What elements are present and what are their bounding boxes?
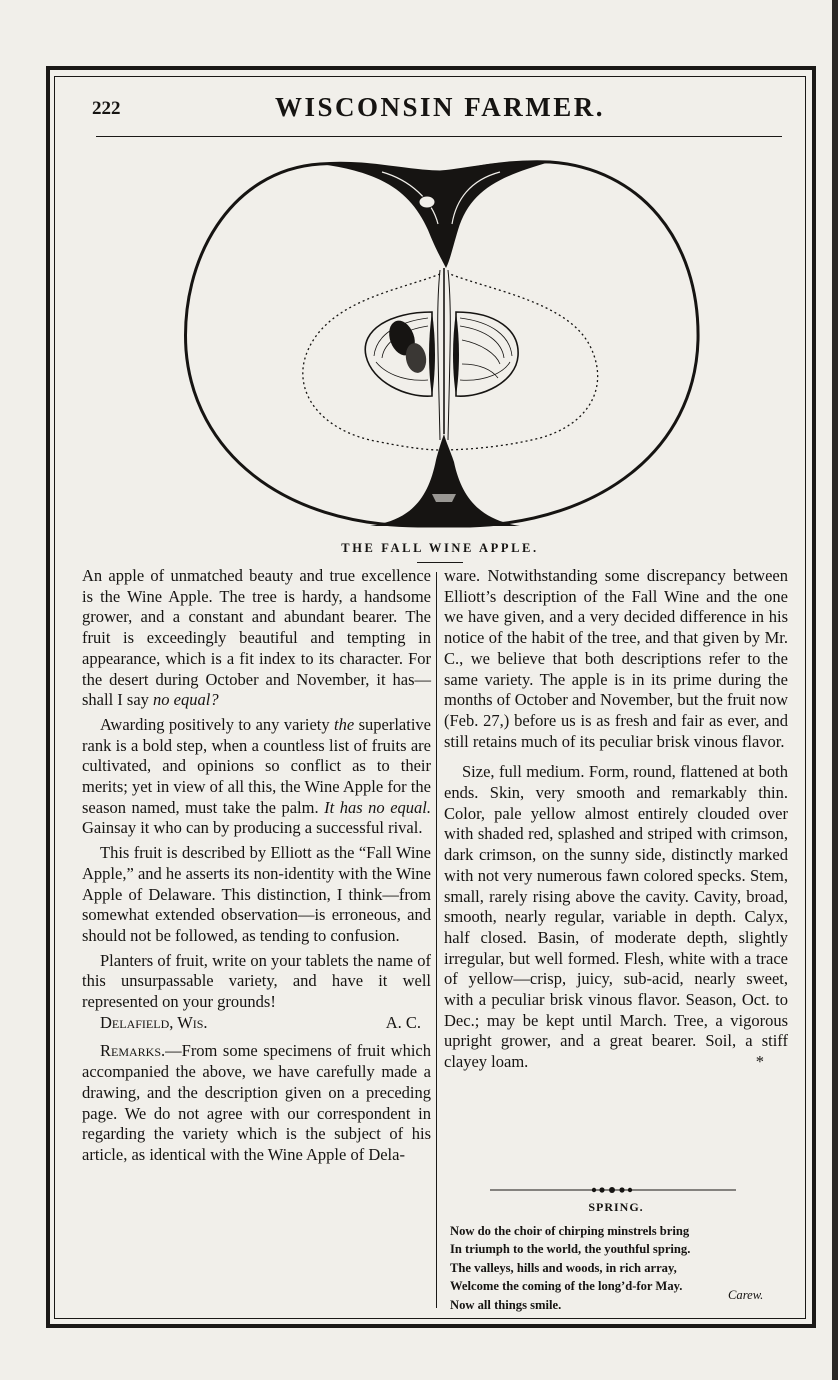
- column-divider: [436, 572, 437, 1308]
- page-number: 222: [92, 98, 121, 119]
- article-right-column: [444, 566, 788, 1073]
- continuation-paragraph: ware. Notwithstanding some discrepancy between Elliott’s description of the Fall Wine and the one we have given, and a very decided difference in his notice of the habit of the tree, and that given by Mr. C., we believe that both descriptions refer to the same variety. The apple is in its prime during the months of October and November, but the fruit now (Feb. 27,) before us is as fresh and fair as ever, and still retains much of its peculiar brisk vinous flavor.: [444, 566, 788, 751]
- poem-title: SPRING.: [588, 1200, 644, 1214]
- article-paragraph-3: This fruit is described by Elliott as the “Fall Wine Apple,” and he asserts its non-identity with the Wine Apple of Delaware. This distinction, I think—from somewhat extended observation—is erroneous, and should not be followed, as tending to confusion.: [82, 843, 431, 945]
- header-rule: [96, 136, 782, 137]
- poem-line: The valleys, hills and woods, in rich array,: [450, 1260, 677, 1275]
- illustration-caption: THE FALL WINE APPLE.: [341, 541, 539, 555]
- end-mark: *: [755, 1052, 764, 1072]
- poem-ornament: [490, 1184, 736, 1196]
- remarks-paragraph: Remarks.—From some specimens of fruit which accompanied the above, we have carefully made a drawing, and the description given on a preceding page. We do not agree with our correspondent in regarding the variety which is the subject of his article, as identical with the Wine Apple of Dela-: [82, 1041, 431, 1164]
- signature-initials: A. C.: [385, 1012, 421, 1032]
- article-left-column: [82, 566, 431, 1166]
- calyx-basin: [370, 434, 520, 526]
- caption-rule: [417, 562, 463, 563]
- poem-author: Carew.: [728, 1288, 764, 1302]
- description-paragraph: Size, full medium. Form, round, flattened at both ends. Skin, very smooth and remarkably thin. Color, pale yellow almost entirely clouded over with shaded red, splashed and striped with crimson, dark crimson, on the sunny side, distinctly marked with not very numerous fawn colored specks. Stem, small, rarely rising above the cavity. Cavity, broad, smooth, nearly regular, variable in depth. Calyx, half closed. Basin, of moderate depth, slightly irregular, but well formed. Flesh, white with a trace of yellow—crisp, juicy, sub-acid, nearly sweet, with a peculiar brisk vinous flavor. Season, Oct. to Dec.; may be kept until March. Tree, a vigorous upright grower, and a great bearer. Soil, a stiff clayey loam. *: [444, 762, 788, 1072]
- article-paragraph-2: Awarding positively to any variety the superlative rank is a bold step, when a countless list of fruits are cultivated, and opinions so conflict as to their merits; yet in view of all this, the Wine Apple for the season named, must take the palm. It has no equal. Gainsay it who can by producing a successful rival.: [82, 714, 431, 838]
- masthead-title: WISCONSIN FARMER.: [274, 92, 606, 122]
- apple-illustration: [170, 150, 710, 540]
- seed-chamber-right: [456, 312, 518, 396]
- article-paragraph-1: An apple of unmatched beauty and true excellence is the Wine Apple. The tree is hardy, a handsome grower, and a constant and abundant bearer. The fruit is exceedingly beautiful and tempting in appearance, which is a fit index to its character. For the desert during October and November, it has—shall I say no equal?: [82, 566, 431, 710]
- poem-line: In triumph to the world, the youthful spring.: [450, 1242, 691, 1257]
- signature-place: Delafield, Wis.: [100, 1012, 208, 1032]
- poem-line: Now all things smile.: [450, 1297, 562, 1312]
- article-paragraph-4: Planters of fruit, write on your tablets the name of this unsurpassable variety, and have it well represented on your grounds!: [82, 950, 431, 1012]
- correspondent-signature: [82, 1013, 431, 1034]
- poem-body: [450, 1222, 770, 1314]
- page-edge: [832, 0, 838, 1380]
- poem-line: Now do the choir of chirping minstrels bring: [450, 1224, 690, 1238]
- poem-line: Welcome the coming of the long’d-for May.: [450, 1279, 683, 1294]
